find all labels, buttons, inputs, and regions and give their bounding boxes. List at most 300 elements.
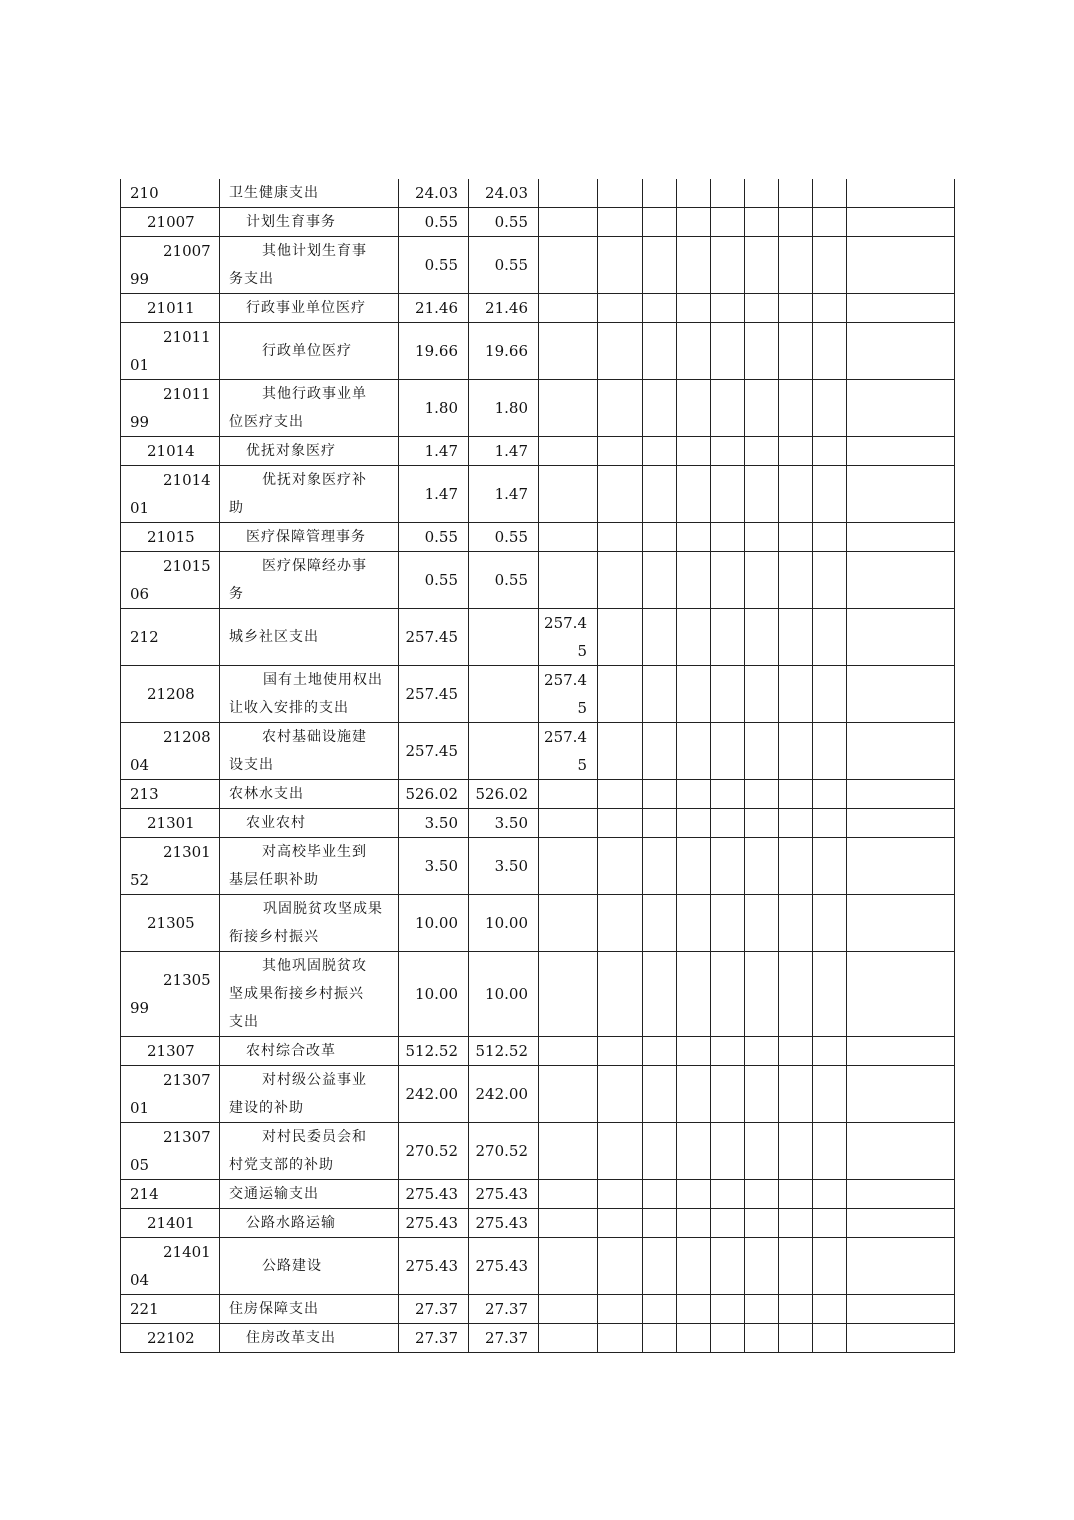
general-budget-cell: 526.02 bbox=[469, 780, 539, 809]
empty-cell bbox=[643, 437, 677, 466]
table-row bbox=[121, 552, 955, 609]
total-cell: 0.55 bbox=[399, 523, 469, 552]
subject-code: 213 bbox=[130, 785, 159, 803]
subject-code-cell bbox=[121, 1066, 220, 1123]
empty-cell bbox=[643, 294, 677, 323]
table-row bbox=[121, 437, 955, 466]
subject-name-line bbox=[229, 337, 398, 365]
subject-name-name-b: 位医疗支出 bbox=[229, 414, 304, 430]
empty-cell bbox=[677, 809, 711, 838]
empty-cell bbox=[847, 1037, 955, 1066]
general-budget-cell: 1.47 bbox=[469, 466, 539, 523]
general-budget-cell: 0.55 bbox=[469, 523, 539, 552]
subject-name-name-a: 农村基础设施建 bbox=[262, 729, 367, 745]
empty-cell bbox=[745, 1238, 779, 1295]
empty-cell bbox=[779, 1324, 813, 1353]
subject-name-line bbox=[229, 1066, 398, 1094]
subject-name: 计划生育事务 bbox=[246, 214, 336, 230]
subject-name-cell bbox=[220, 466, 399, 523]
subject-name-name-a: 医疗保障经办事 bbox=[262, 558, 367, 574]
total-cell: 3.50 bbox=[399, 838, 469, 895]
empty-cell bbox=[847, 237, 955, 294]
subject-code-part-a: 21208 bbox=[163, 728, 211, 746]
empty-cell bbox=[745, 1209, 779, 1238]
empty-cell bbox=[847, 552, 955, 609]
empty-cell bbox=[779, 208, 813, 237]
subject-code-part-b: 04 bbox=[130, 756, 150, 774]
total-cell: 257.45 bbox=[399, 723, 469, 780]
empty-cell bbox=[643, 609, 677, 666]
subject-code: 214 bbox=[130, 1185, 159, 1203]
gov-fund-cell bbox=[539, 294, 598, 323]
expenditure-table bbox=[120, 179, 955, 1353]
total-cell: 242.00 bbox=[399, 1066, 469, 1123]
empty-cell bbox=[813, 1037, 847, 1066]
subject-name-name-b: 坚成果衔接乡村振兴 bbox=[229, 986, 364, 1002]
subject-code-part-a: 21007 bbox=[163, 242, 211, 260]
empty-cell bbox=[598, 323, 643, 380]
subject-name: 卫生健康支出 bbox=[229, 185, 319, 201]
empty-cell bbox=[677, 179, 711, 208]
empty-cell bbox=[779, 1123, 813, 1180]
empty-cell bbox=[711, 1066, 745, 1123]
empty-cell bbox=[677, 323, 711, 380]
empty-cell bbox=[677, 609, 711, 666]
empty-cell bbox=[643, 895, 677, 952]
empty-cell bbox=[643, 1180, 677, 1209]
subject-code-cell bbox=[121, 237, 220, 294]
empty-cell bbox=[711, 1037, 745, 1066]
subject-code: 21401 bbox=[147, 1214, 195, 1232]
empty-cell bbox=[598, 1066, 643, 1123]
empty-cell bbox=[677, 1037, 711, 1066]
empty-cell bbox=[745, 1180, 779, 1209]
table-row bbox=[121, 838, 955, 895]
empty-cell bbox=[813, 523, 847, 552]
table-row bbox=[121, 1295, 955, 1324]
subject-name-name-a: 对高校毕业生到 bbox=[262, 844, 367, 860]
empty-cell bbox=[745, 208, 779, 237]
subject-name-cell bbox=[220, 1123, 399, 1180]
table-row bbox=[121, 466, 955, 523]
subject-name-cell bbox=[220, 237, 399, 294]
empty-cell bbox=[677, 208, 711, 237]
empty-cell bbox=[745, 838, 779, 895]
subject-name-cell bbox=[220, 609, 399, 666]
empty-cell bbox=[779, 466, 813, 523]
subject-code: 21301 bbox=[147, 814, 195, 832]
subject-code-part-b: 01 bbox=[130, 356, 150, 374]
general-budget-cell bbox=[469, 666, 539, 723]
empty-cell bbox=[779, 237, 813, 294]
subject-name-cell bbox=[220, 1238, 399, 1295]
empty-cell bbox=[847, 723, 955, 780]
empty-cell bbox=[813, 952, 847, 1037]
subject-name-name-a: 其他行政事业单 bbox=[262, 386, 367, 402]
empty-cell bbox=[598, 895, 643, 952]
general-budget-cell bbox=[469, 723, 539, 780]
gov-fund-cell bbox=[539, 1037, 598, 1066]
empty-cell bbox=[779, 838, 813, 895]
empty-cell bbox=[643, 1066, 677, 1123]
subject-name-cell bbox=[220, 380, 399, 437]
empty-cell bbox=[677, 1238, 711, 1295]
empty-cell bbox=[677, 294, 711, 323]
subject-code-part-a: 21301 bbox=[163, 843, 211, 861]
empty-cell bbox=[847, 952, 955, 1037]
subject-name-name-b: 衔接乡村振兴 bbox=[229, 929, 319, 945]
empty-cell bbox=[745, 1123, 779, 1180]
empty-cell bbox=[677, 380, 711, 437]
empty-cell bbox=[813, 809, 847, 838]
empty-cell bbox=[677, 1123, 711, 1180]
subject-code-part-b: 05 bbox=[130, 1156, 150, 1174]
subject-name-line bbox=[229, 466, 398, 494]
empty-cell bbox=[745, 552, 779, 609]
empty-cell bbox=[813, 895, 847, 952]
empty-cell bbox=[745, 466, 779, 523]
gov-fund-cell bbox=[539, 466, 598, 523]
empty-cell bbox=[813, 838, 847, 895]
total-cell: 257.45 bbox=[399, 609, 469, 666]
empty-cell bbox=[711, 523, 745, 552]
empty-cell bbox=[598, 294, 643, 323]
empty-cell bbox=[779, 780, 813, 809]
empty-cell bbox=[745, 437, 779, 466]
subject-code: 221 bbox=[130, 1300, 159, 1318]
subject-code-cell bbox=[121, 323, 220, 380]
subject-code-cell bbox=[121, 952, 220, 1037]
gov-fund-line-b: 5 bbox=[577, 756, 587, 774]
empty-cell bbox=[711, 380, 745, 437]
gov-fund-cell bbox=[539, 666, 598, 723]
empty-cell bbox=[643, 237, 677, 294]
general-budget-cell: 1.47 bbox=[469, 437, 539, 466]
subject-name-cell bbox=[220, 1037, 399, 1066]
subject-name-name-b: 建设的补助 bbox=[229, 1100, 304, 1116]
subject-name: 农业农村 bbox=[246, 815, 306, 831]
empty-cell bbox=[813, 780, 847, 809]
empty-cell bbox=[745, 323, 779, 380]
total-cell: 19.66 bbox=[399, 323, 469, 380]
general-budget-cell: 10.00 bbox=[469, 895, 539, 952]
empty-cell bbox=[643, 552, 677, 609]
subject-name-line bbox=[229, 751, 398, 779]
subject-name-name-a: 行政单位医疗 bbox=[262, 343, 352, 359]
empty-cell bbox=[847, 1324, 955, 1353]
total-cell: 526.02 bbox=[399, 780, 469, 809]
empty-cell bbox=[779, 1037, 813, 1066]
subject-name: 农村综合改革 bbox=[246, 1043, 336, 1059]
subject-name-cell bbox=[220, 1295, 399, 1324]
general-budget-cell: 0.55 bbox=[469, 237, 539, 294]
empty-cell bbox=[677, 552, 711, 609]
subject-name-cell bbox=[220, 552, 399, 609]
subject-name-name-a: 巩固脱贫攻坚成果 bbox=[263, 901, 383, 917]
empty-cell bbox=[779, 1238, 813, 1295]
subject-code-part-b: 52 bbox=[130, 871, 150, 889]
empty-cell bbox=[847, 1066, 955, 1123]
empty-cell bbox=[598, 1295, 643, 1324]
subject-code: 210 bbox=[130, 184, 159, 202]
empty-cell bbox=[598, 1123, 643, 1180]
subject-code-cell bbox=[121, 380, 220, 437]
empty-cell bbox=[779, 809, 813, 838]
table-row bbox=[121, 1324, 955, 1353]
empty-cell bbox=[598, 1209, 643, 1238]
gov-fund-cell bbox=[539, 552, 598, 609]
subject-name-cell bbox=[220, 208, 399, 237]
subject-name-line bbox=[229, 1008, 398, 1036]
empty-cell bbox=[779, 1180, 813, 1209]
subject-name-name-b: 设支出 bbox=[229, 757, 274, 773]
subject-code-part-b: 06 bbox=[130, 585, 150, 603]
subject-code-cell bbox=[121, 1324, 220, 1353]
empty-cell bbox=[598, 666, 643, 723]
subject-name-cell bbox=[220, 294, 399, 323]
empty-cell bbox=[847, 838, 955, 895]
empty-cell bbox=[598, 523, 643, 552]
subject-code: 21011 bbox=[147, 299, 195, 317]
subject-name-cell bbox=[220, 952, 399, 1037]
subject-code-cell bbox=[121, 294, 220, 323]
total-cell: 257.45 bbox=[399, 666, 469, 723]
subject-name-name-a: 其他巩固脱贫攻 bbox=[262, 958, 367, 974]
subject-name-line bbox=[229, 494, 398, 522]
gov-fund-cell bbox=[539, 952, 598, 1037]
empty-cell bbox=[643, 1295, 677, 1324]
gov-fund-cell bbox=[539, 523, 598, 552]
subject-code: 21007 bbox=[147, 213, 195, 231]
empty-cell bbox=[643, 1324, 677, 1353]
empty-cell bbox=[598, 1180, 643, 1209]
empty-cell bbox=[813, 1238, 847, 1295]
gov-fund-cell bbox=[539, 1324, 598, 1353]
subject-code-cell bbox=[121, 208, 220, 237]
table-row bbox=[121, 666, 955, 723]
subject-name-name-a: 其他计划生育事 bbox=[262, 243, 367, 259]
total-cell: 270.52 bbox=[399, 1123, 469, 1180]
subject-name-line bbox=[229, 1123, 398, 1151]
general-budget-cell: 242.00 bbox=[469, 1066, 539, 1123]
gov-fund-cell bbox=[539, 1295, 598, 1324]
subject-name-name-b: 助 bbox=[229, 500, 244, 516]
empty-cell bbox=[598, 437, 643, 466]
empty-cell bbox=[779, 179, 813, 208]
empty-cell bbox=[779, 1066, 813, 1123]
subject-code-cell bbox=[121, 552, 220, 609]
empty-cell bbox=[779, 1295, 813, 1324]
empty-cell bbox=[847, 1295, 955, 1324]
empty-cell bbox=[643, 323, 677, 380]
empty-cell bbox=[745, 237, 779, 294]
empty-cell bbox=[677, 1295, 711, 1324]
table-row bbox=[121, 179, 955, 208]
total-cell: 275.43 bbox=[399, 1209, 469, 1238]
gov-fund-cell bbox=[539, 838, 598, 895]
empty-cell bbox=[643, 780, 677, 809]
subject-code-cell bbox=[121, 437, 220, 466]
subject-code-cell bbox=[121, 1123, 220, 1180]
empty-cell bbox=[643, 952, 677, 1037]
gov-fund-cell bbox=[539, 179, 598, 208]
gov-fund-cell bbox=[539, 1180, 598, 1209]
general-budget-cell: 10.00 bbox=[469, 952, 539, 1037]
subject-name-cell bbox=[220, 723, 399, 780]
empty-cell bbox=[813, 1180, 847, 1209]
gov-fund-cell bbox=[539, 780, 598, 809]
subject-name-line bbox=[229, 1252, 398, 1280]
subject-code-cell bbox=[121, 1295, 220, 1324]
total-cell: 0.55 bbox=[399, 552, 469, 609]
empty-cell bbox=[813, 1123, 847, 1180]
subject-code-part-a: 21014 bbox=[163, 471, 211, 489]
subject-code-part-a: 21305 bbox=[163, 971, 211, 989]
empty-cell bbox=[847, 1123, 955, 1180]
subject-code-part-a: 21011 bbox=[163, 328, 211, 346]
table-row bbox=[121, 609, 955, 666]
gov-fund-cell bbox=[539, 895, 598, 952]
general-budget-cell: 3.50 bbox=[469, 809, 539, 838]
empty-cell bbox=[677, 437, 711, 466]
subject-code-part-b: 99 bbox=[130, 270, 150, 288]
empty-cell bbox=[711, 323, 745, 380]
subject-name-cell bbox=[220, 895, 399, 952]
empty-cell bbox=[779, 609, 813, 666]
subject-name-name-a: 国有土地使用权出 bbox=[263, 672, 383, 688]
subject-name-cell bbox=[220, 523, 399, 552]
subject-code-cell bbox=[121, 666, 220, 723]
empty-cell bbox=[598, 380, 643, 437]
subject-code-part-b: 99 bbox=[130, 999, 150, 1017]
empty-cell bbox=[779, 1209, 813, 1238]
general-budget-cell: 1.80 bbox=[469, 380, 539, 437]
subject-code: 21305 bbox=[147, 914, 195, 932]
gov-fund-line-a: 257.4 bbox=[544, 728, 587, 746]
empty-cell bbox=[598, 609, 643, 666]
general-budget-cell: 21.46 bbox=[469, 294, 539, 323]
empty-cell bbox=[847, 380, 955, 437]
table-row bbox=[121, 294, 955, 323]
gov-fund-cell bbox=[539, 208, 598, 237]
subject-name-name-a: 对村民委员会和 bbox=[262, 1129, 367, 1145]
empty-cell bbox=[643, 723, 677, 780]
gov-fund-cell bbox=[539, 1123, 598, 1180]
empty-cell bbox=[643, 1123, 677, 1180]
empty-cell bbox=[813, 208, 847, 237]
subject-code: 21307 bbox=[147, 1042, 195, 1060]
subject-code: 22102 bbox=[147, 1329, 195, 1347]
empty-cell bbox=[745, 609, 779, 666]
subject-name: 住房保障支出 bbox=[229, 1301, 319, 1317]
subject-name: 农林水支出 bbox=[229, 786, 304, 802]
empty-cell bbox=[813, 1295, 847, 1324]
empty-cell bbox=[711, 1123, 745, 1180]
empty-cell bbox=[598, 1037, 643, 1066]
empty-cell bbox=[711, 609, 745, 666]
empty-cell bbox=[745, 179, 779, 208]
empty-cell bbox=[598, 179, 643, 208]
subject-code-part-b: 99 bbox=[130, 413, 150, 431]
total-cell: 1.47 bbox=[399, 437, 469, 466]
gov-fund-line-a: 257.4 bbox=[544, 671, 587, 689]
table-row bbox=[121, 1180, 955, 1209]
empty-cell bbox=[677, 1180, 711, 1209]
subject-name-cell bbox=[220, 1209, 399, 1238]
empty-cell bbox=[813, 179, 847, 208]
empty-cell bbox=[598, 809, 643, 838]
empty-cell bbox=[677, 1324, 711, 1353]
empty-cell bbox=[643, 809, 677, 838]
empty-cell bbox=[813, 723, 847, 780]
empty-cell bbox=[847, 179, 955, 208]
empty-cell bbox=[598, 1238, 643, 1295]
total-cell: 275.43 bbox=[399, 1238, 469, 1295]
subject-code-cell bbox=[121, 1238, 220, 1295]
empty-cell bbox=[847, 1238, 955, 1295]
gov-fund-cell bbox=[539, 609, 598, 666]
empty-cell bbox=[643, 1238, 677, 1295]
empty-cell bbox=[677, 666, 711, 723]
gov-fund-cell bbox=[539, 1209, 598, 1238]
empty-cell bbox=[598, 952, 643, 1037]
subject-name-name-b: 务支出 bbox=[229, 271, 274, 287]
general-budget-cell: 27.37 bbox=[469, 1295, 539, 1324]
empty-cell bbox=[847, 895, 955, 952]
subject-name-line bbox=[229, 237, 398, 265]
subject-code-cell bbox=[121, 179, 220, 208]
subject-code-cell bbox=[121, 1180, 220, 1209]
empty-cell bbox=[813, 1324, 847, 1353]
subject-name-name-a: 对村级公益事业 bbox=[262, 1072, 367, 1088]
subject-code-part-b: 01 bbox=[130, 1099, 150, 1117]
total-cell: 1.80 bbox=[399, 380, 469, 437]
empty-cell bbox=[677, 237, 711, 294]
gov-fund-line-b: 5 bbox=[577, 642, 587, 660]
general-budget-cell: 275.43 bbox=[469, 1238, 539, 1295]
subject-code-cell bbox=[121, 809, 220, 838]
total-cell: 0.55 bbox=[399, 237, 469, 294]
empty-cell bbox=[813, 666, 847, 723]
empty-cell bbox=[813, 1066, 847, 1123]
empty-cell bbox=[598, 838, 643, 895]
empty-cell bbox=[813, 380, 847, 437]
empty-cell bbox=[711, 1180, 745, 1209]
empty-cell bbox=[813, 294, 847, 323]
empty-cell bbox=[745, 1295, 779, 1324]
total-cell: 27.37 bbox=[399, 1324, 469, 1353]
empty-cell bbox=[711, 437, 745, 466]
subject-code-part-a: 21307 bbox=[163, 1071, 211, 1089]
gov-fund-cell bbox=[539, 237, 598, 294]
general-budget-cell: 0.55 bbox=[469, 208, 539, 237]
empty-cell bbox=[847, 1209, 955, 1238]
subject-name-cell bbox=[220, 1180, 399, 1209]
empty-cell bbox=[847, 323, 955, 380]
empty-cell bbox=[711, 1324, 745, 1353]
empty-cell bbox=[745, 666, 779, 723]
empty-cell bbox=[847, 780, 955, 809]
subject-name: 交通运输支出 bbox=[229, 1186, 319, 1202]
subject-name-name-c: 支出 bbox=[229, 1014, 259, 1030]
subject-name: 优抚对象医疗 bbox=[246, 443, 336, 459]
subject-name: 住房改革支出 bbox=[246, 1330, 336, 1346]
empty-cell bbox=[711, 895, 745, 952]
empty-cell bbox=[779, 523, 813, 552]
table-body bbox=[121, 179, 955, 1353]
total-cell: 512.52 bbox=[399, 1037, 469, 1066]
gov-fund-cell bbox=[539, 723, 598, 780]
